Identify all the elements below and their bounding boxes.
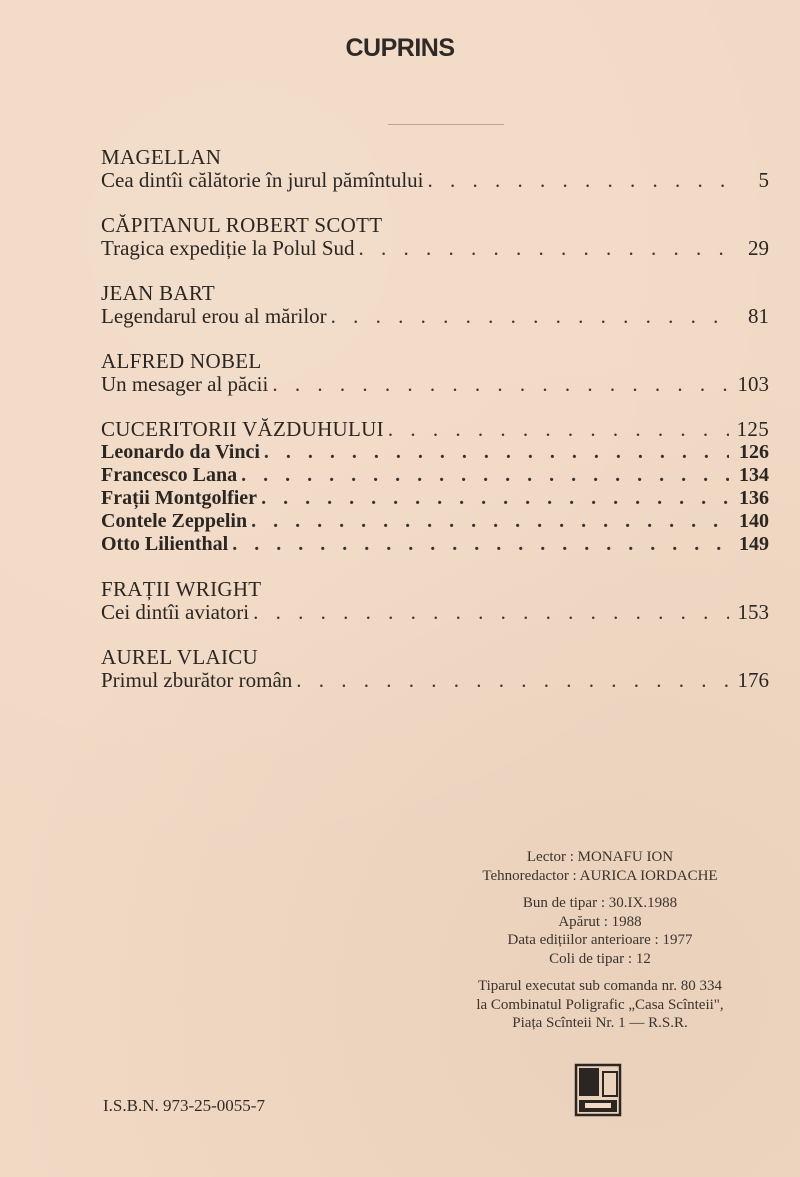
dot-leader bbox=[359, 237, 729, 260]
printer-line-2: la Combinatul Poligrafic „Casa Scînteii", bbox=[476, 996, 724, 1013]
toc-section-jean-bart bbox=[101, 282, 769, 328]
printer-group bbox=[420, 977, 780, 1033]
toc-entry[interactable]: Cei dintîi aviatori . . . 153 bbox=[101, 601, 769, 624]
page-number: 140 bbox=[739, 510, 769, 532]
bun-de-tipar-line: Bun de tipar : 30.IX.1988 bbox=[522, 895, 678, 911]
data-editiilor-line: Data edițiilor anterioare : 1977 bbox=[507, 932, 693, 948]
toc-entry[interactable]: Frații Montgolfier . . . 136 bbox=[101, 487, 769, 510]
toc-heading: CĂPITANUL ROBERT SCOTT bbox=[101, 213, 383, 237]
toc-section-magellan bbox=[101, 146, 769, 192]
page-number: 153 bbox=[737, 600, 769, 624]
isbn: I.S.B.N. 973-25-0055-7 bbox=[103, 1096, 265, 1115]
dot-leader bbox=[428, 169, 729, 192]
page-number: 134 bbox=[739, 464, 769, 486]
dot-leader bbox=[261, 487, 729, 510]
page-number: 5 bbox=[758, 168, 769, 192]
lector-line: Lector : MONAFU ION bbox=[526, 849, 674, 865]
toc-heading: JEAN BART bbox=[101, 281, 216, 305]
toc-section-vlaicu bbox=[101, 646, 769, 692]
toc-section-nobel bbox=[101, 350, 769, 396]
page-number: 136 bbox=[739, 487, 769, 509]
dot-leader bbox=[264, 441, 729, 464]
dot-leader bbox=[296, 669, 729, 692]
dot-leader bbox=[253, 601, 729, 624]
dot-leader bbox=[251, 510, 729, 533]
toc-entry[interactable]: Tragica expediție la Polul Sud . . . 29 bbox=[101, 237, 769, 260]
toc-section-scott bbox=[101, 214, 769, 260]
dot-leader bbox=[331, 305, 729, 328]
toc-entry[interactable]: Un mesager al păcii . . . 103 bbox=[101, 373, 769, 396]
toc-entry[interactable]: Otto Lilienthal . . . 149 bbox=[101, 533, 769, 556]
toc-entry[interactable]: Francesco Lana . . . 134 bbox=[101, 464, 769, 487]
coli-de-tipar-line: Coli de tipar : 12 bbox=[549, 950, 651, 967]
toc-heading: MAGELLAN bbox=[101, 145, 222, 169]
page-number: 125 bbox=[736, 417, 769, 441]
toc-entry[interactable]: Legendarul erou al mărilor . . . 81 bbox=[101, 305, 769, 328]
toc-section-cuceritorii bbox=[101, 418, 769, 556]
toc-entry[interactable]: Contele Zeppelin . . . 140 bbox=[101, 510, 769, 533]
page-number: 81 bbox=[748, 304, 769, 328]
dot-leader bbox=[241, 464, 729, 487]
page-title: CUPRINS bbox=[345, 34, 455, 62]
page-number: 103 bbox=[737, 372, 769, 396]
printer-line-1: Tiparul executat sub comanda nr. 80 334 bbox=[478, 978, 722, 994]
page-number: 176 bbox=[737, 668, 769, 692]
colophon bbox=[420, 848, 780, 1042]
print-dates-group bbox=[420, 894, 780, 968]
publisher-logo-icon bbox=[573, 1062, 625, 1118]
page-number: 126 bbox=[739, 441, 769, 463]
dot-leader bbox=[232, 533, 729, 556]
toc-heading: AUREL VLAICU bbox=[101, 645, 259, 669]
printer-line-3: Piața Scînteii Nr. 1 — R.S.R. bbox=[512, 1015, 688, 1031]
toc-heading: ALFRED NOBEL bbox=[101, 349, 262, 373]
table-of-contents bbox=[101, 146, 769, 714]
toc-entry[interactable]: Leonardo da Vinci . . . 126 bbox=[101, 441, 769, 464]
page-number: 149 bbox=[739, 533, 769, 555]
toc-section-wright bbox=[101, 578, 769, 624]
toc-entry[interactable]: Cea dintîi călătorie în jurul pămîntului . . . 5 bbox=[101, 169, 769, 192]
toc-heading: FRAȚII WRIGHT bbox=[101, 577, 262, 601]
title-divider bbox=[388, 124, 504, 125]
aparut-line: Apărut : 1988 bbox=[558, 913, 642, 930]
toc-heading[interactable]: CUCERITORII VĂZDUHULUI . . . 125 bbox=[101, 418, 769, 441]
dot-leader bbox=[388, 418, 729, 441]
page-number: 29 bbox=[748, 236, 769, 260]
toc-entry[interactable]: Primul zburător român . . . 176 bbox=[101, 669, 769, 692]
dot-leader bbox=[272, 373, 729, 396]
credits-group bbox=[420, 848, 780, 885]
tehnoredactor-line: Tehnoredactor : AURICA IORDACHE bbox=[482, 867, 718, 884]
